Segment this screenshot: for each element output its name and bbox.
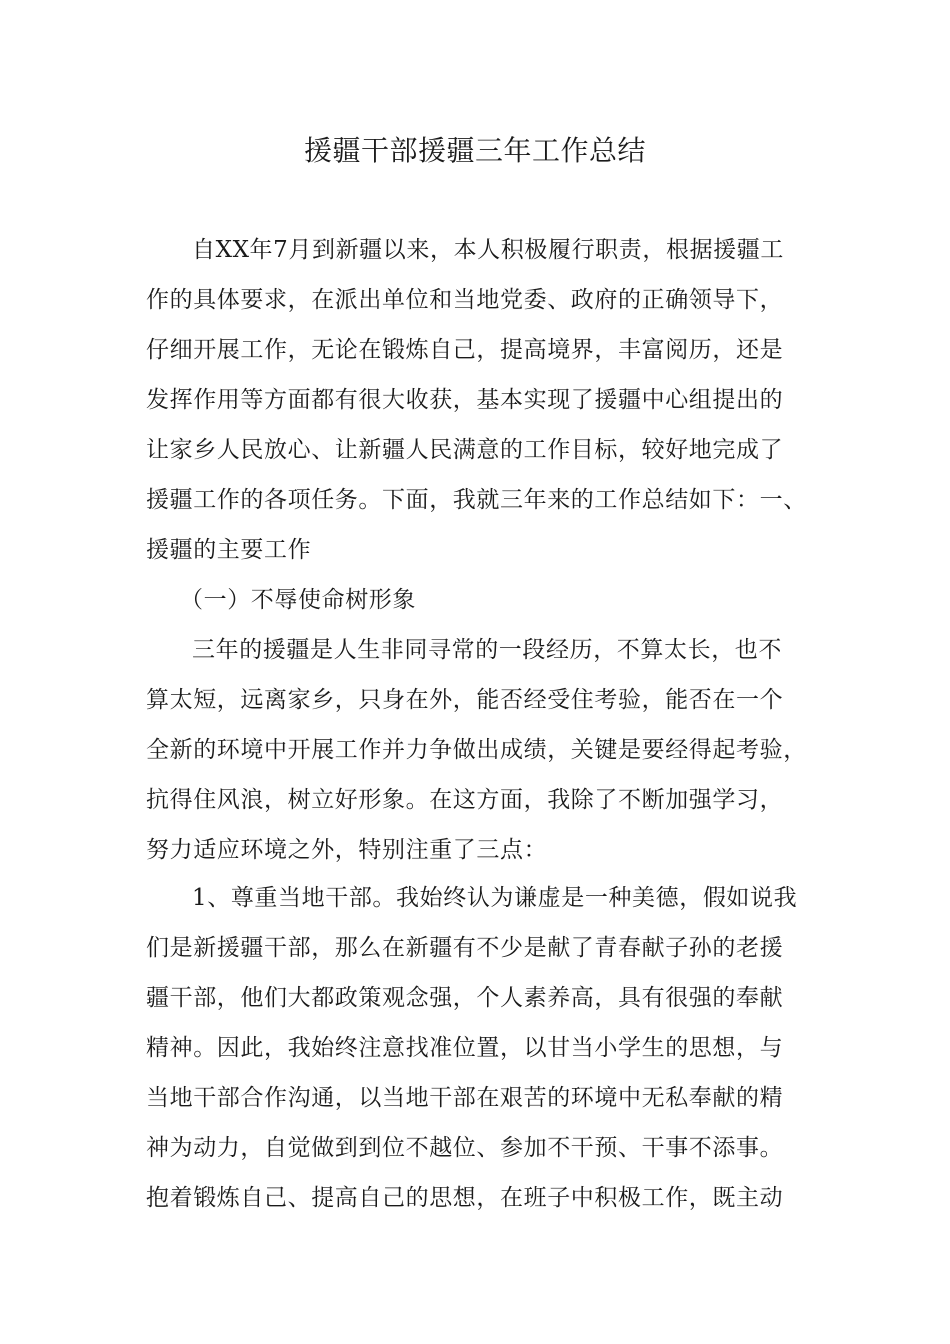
paragraph-2-line-5: 努力适应环境之外，特别注重了三点： xyxy=(146,837,548,863)
paragraph-1-line-7: 援疆的主要工作 xyxy=(146,537,312,563)
paragraph-3-line-4: 精神。因此，我始终注意找准位置，以甘当小学生的思想，与 xyxy=(146,1035,784,1061)
document-title: 援疆干部援疆三年工作总结 xyxy=(303,134,646,167)
paragraph-1-line-1: 自XX年7月到新疆以来，本人积极履行职责，根据援疆工 xyxy=(192,237,784,263)
paragraph-3-line-5: 当地干部合作沟通，以当地干部在艰苦的环境中无私奉献的精 xyxy=(146,1085,784,1111)
paragraph-1-line-3: 仔细开展工作，无论在锻炼自己，提高境界，丰富阅历，还是 xyxy=(146,337,784,363)
section-heading: （一）不辱使命树形象 xyxy=(180,587,416,613)
paragraph-3-line-6: 神为动力，自觉做到到位不越位、参加不干预、干事不添事。 xyxy=(146,1135,784,1161)
paragraph-1-line-2: 作的具体要求，在派出单位和当地党委、政府的正确领导下， xyxy=(146,287,784,313)
paragraph-3-line-3: 疆干部，他们大都政策观念强，个人素养高，具有很强的奉献 xyxy=(146,985,784,1011)
paragraph-2-line-3: 全新的环境中开展工作并力争做出成绩，关键是要经得起考验， xyxy=(146,737,807,763)
paragraph-3-line-7: 抱着锻炼自己、提高自己的思想，在班子中积极工作，既主动 xyxy=(146,1185,784,1211)
paragraph-1-line-6: 援疆工作的各项任务。下面，我就三年来的工作总结如下：一、 xyxy=(146,487,807,513)
paragraph-1-line-5: 让家乡人民放心、让新疆人民满意的工作目标，较好地完成了 xyxy=(146,437,784,463)
paragraph-3-line-1: 1、尊重当地干部。我始终认为谦虚是一种美德，假如说我 xyxy=(192,885,798,911)
paragraph-3-line-2: 们是新援疆干部，那么在新疆有不少是献了青春献子孙的老援 xyxy=(146,935,784,961)
paragraph-2-line-2: 算太短，远离家乡，只身在外，能否经受住考验，能否在一个 xyxy=(146,687,784,713)
paragraph-1-line-4: 发挥作用等方面都有很大收获，基本实现了援疆中心组提出的 xyxy=(146,387,784,413)
paragraph-2-line-1: 三年的援疆是人生非同寻常的一段经历，不算太长，也不 xyxy=(192,637,782,663)
paragraph-2-line-4: 抗得住风浪，树立好形象。在这方面，我除了不断加强学习， xyxy=(146,787,784,813)
